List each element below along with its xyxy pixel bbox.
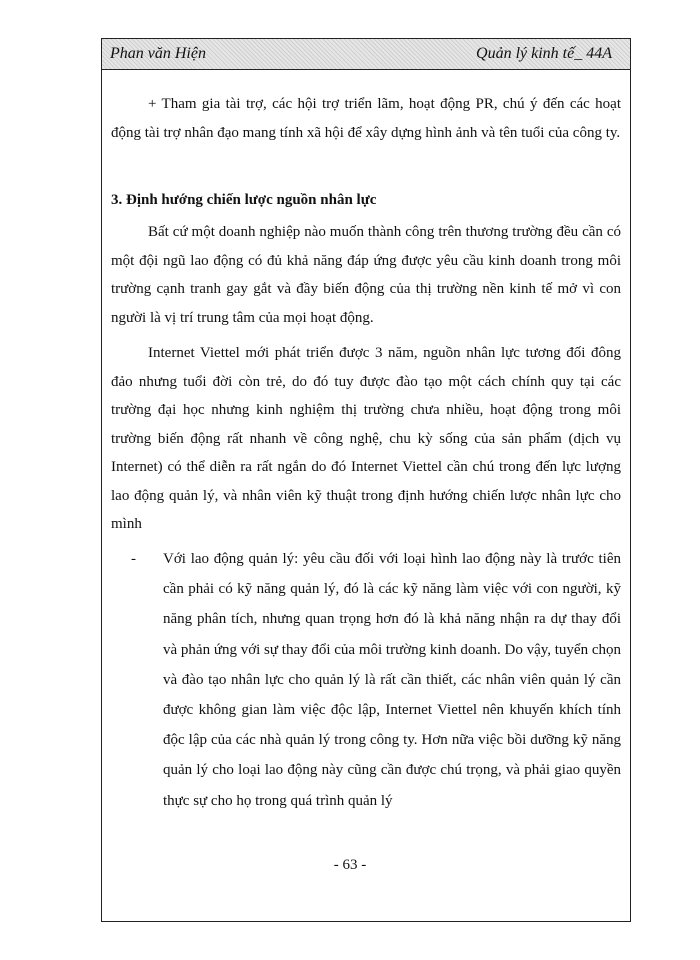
paragraph-1-block: [111, 218, 621, 332]
intro-block: [111, 90, 621, 147]
intro-paragraph: + Tham gia tài trợ, các hội trợ triển lãm, hoạt động PR, chú ý đến các hoạt động tài trợ nhân đạo mang tính xã hội để xây dựng hình ảnh và tên tuổi của công ty.: [111, 96, 621, 141]
paragraph-1: Bất cứ một doanh nghiệp nào muốn thành công trên thương trường đều cần có một đội ngũ lao động có đủ khả năng đáp ứng được yêu cầu kinh doanh trong môi trường cạnh tranh gay gắt và đầy biến động của thị trường nền kinh tế mở vì con người là vị trí trung tâm của mọi hoạt động.: [111, 224, 621, 326]
paragraph-2-block: [111, 339, 621, 539]
list-item: [111, 544, 621, 816]
section-heading: 3. Định hướng chiến lược nguồn nhân lực: [111, 192, 377, 208]
bullet-marker: -: [131, 551, 136, 567]
page-number: - 63 -: [333, 857, 367, 873]
bullet-text: Với lao động quản lý: yêu cầu đối với loại hình lao động này là trước tiên cần phải có kỹ năng quản lý, đó là các kỹ năng làm việc với con người, kỹ năng phân tích, nhưng quan trọng hơn đó là khả năng nhận ra dự thay đổi và phản ứng với sự thay đổi của môi trường kinh doanh. Do vậy, tuyển chọn và đào tạo nhân lực cho quản lý là rất cần thiết, các nhân viên quản lý cần được không gian làm việc độc lập, Internet Viettel nên khuyến khích tính độc lập của các nhà quản lý trong công ty. Hơn nữa việc bồi dưỡng kỹ năng quản lý cho loại lao động này cũng cần được chú trọng, và phải giao quyền thực sự cho họ trong quá trình quản lý: [163, 551, 621, 809]
header-course: Quản lý kinh tế_ 44A: [476, 45, 612, 62]
header-author: Phan văn Hiện: [110, 45, 206, 62]
paragraph-2: Internet Viettel mới phát triển được 3 năm, nguồn nhân lực tương đối đông đảo nhưng tuổi đời còn trẻ, do đó tuy được đào tạo một cách chính quy tại các trường đại học nhưng kinh nghiệm thị trường chưa nhiều, hoạt động trong môi trường biến động rất nhanh về công nghệ, chu kỳ sống của sản phẩm (dịch vụ Internet) có thể diễn ra rất ngắn do đó Internet Viettel cần chú trong đến lực lượng lao động quản lý, và nhân viên kỹ thuật trong định hướng chiến lược nhân lực cho mình: [111, 345, 621, 532]
page-header: [101, 38, 631, 70]
